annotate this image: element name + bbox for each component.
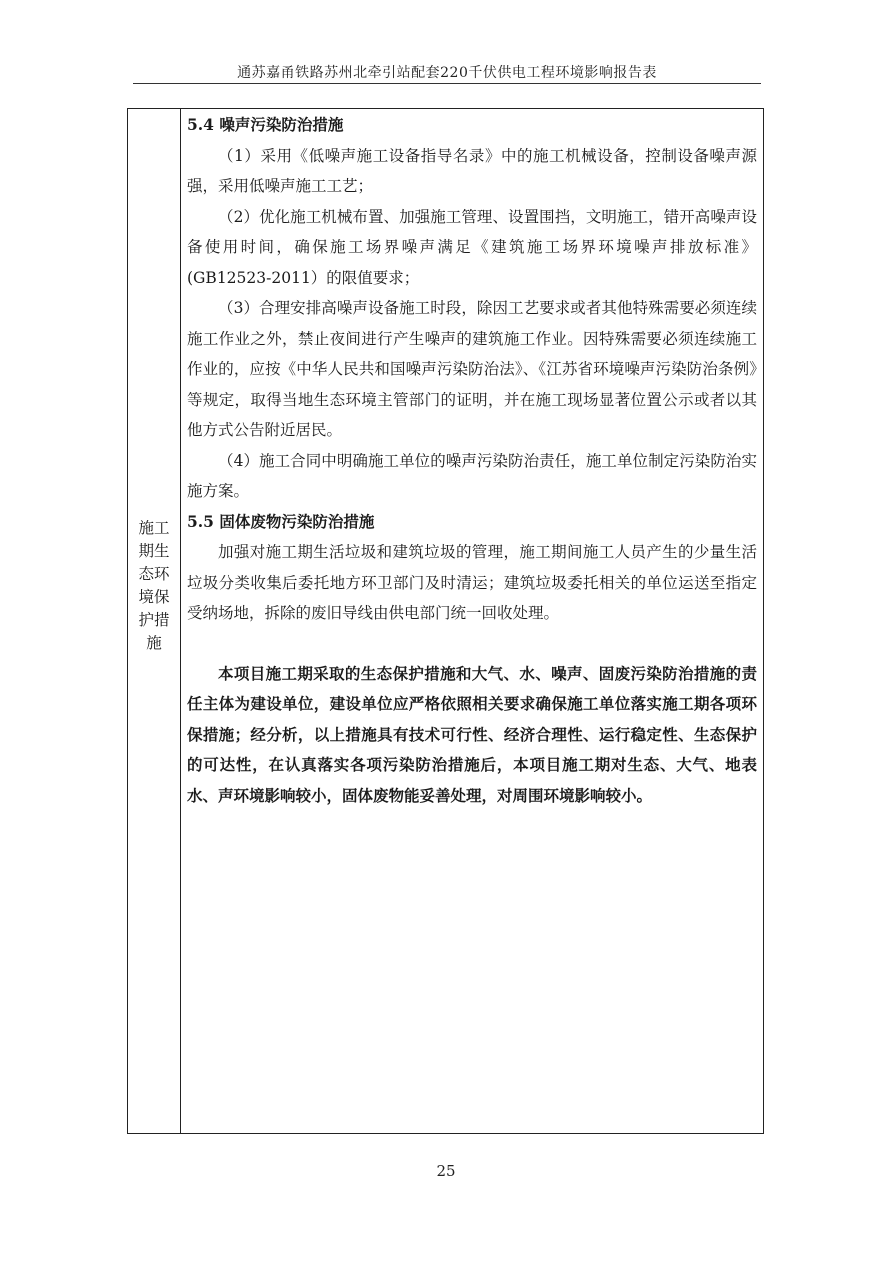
document-header: 通苏嘉甬铁路苏州北牵引站配套220千伏供电工程环境影响报告表 bbox=[237, 65, 657, 81]
noise-measure-1: （1）采用《低噪声施工设备指导名录》中的施工机械设备，控制设备噪声源强，采用低噪声施工工艺； bbox=[187, 146, 757, 195]
section-5-5-title: 5.5 固体废物污染防治措施 bbox=[187, 511, 375, 531]
page-number: 25 bbox=[436, 1162, 456, 1180]
column-divider bbox=[180, 109, 181, 1133]
paragraph-spacer bbox=[187, 629, 757, 659]
noise-measure-4: （4）施工合同中明确施工单位的噪声污染防治责任，施工单位制定污染防治实施方案。 bbox=[187, 451, 757, 500]
section-5-4-title: 5.4 噪声污染防治措施 bbox=[187, 115, 344, 134]
noise-measure-2: （2）优化施工机械布置、加强施工管理、设置围挡，文明施工，错开高噪声设备使用时间，确保施工场界噪声满足《建筑施工场界环境噪声排放标准》(GB12523-2011）的限值要求； bbox=[187, 207, 757, 287]
noise-measure-3: （3）合理安排高噪声设备施工时段，除因工艺要求或者其他特殊需要必须连续施工作业之外，禁止夜间进行产生噪声的建筑施工作业。因特殊需要必须连续施工作业的，应按《中华人民共和国噪声污染防治法》、《江苏省环境噪声污染防治条例》等规定，取得当地生态环境主管部门的证明，并在施工现场显著位置公示或者以其他方式公告附近居民。 bbox=[187, 299, 757, 439]
solid-waste-measure: 加强对施工期生活垃圾和建筑垃圾的管理，施工期间施工人员产生的少量生活垃圾分类收集后委托地方环卫部门及时清运；建筑垃圾委托相关的单位运送至指定受纳场地，拆除的废旧导线由供电部门统一回收处理。 bbox=[187, 543, 757, 622]
measures-table bbox=[127, 108, 764, 1134]
conclusion-paragraph: 本项目施工期采取的生态保护措施和大气、水、噪声、固废污染防治措施的责任主体为建设单位，建设单位应严格依照相关要求确保施工单位落实施工期各项环保措施；经分析，以上措施具有技术可行性、经济合理性、运行稳定性、生态保护的可达性，在认真落实各项污染防治措施后，本项目施工期对生态、大气、地表水、声环境影响较小，固体废物能妥善处理，对周围环境影响较小。 bbox=[187, 663, 757, 805]
header-rule bbox=[133, 83, 761, 84]
row-label: 施工期生态环境保护措施 bbox=[138, 519, 170, 652]
table-content bbox=[187, 110, 757, 811]
